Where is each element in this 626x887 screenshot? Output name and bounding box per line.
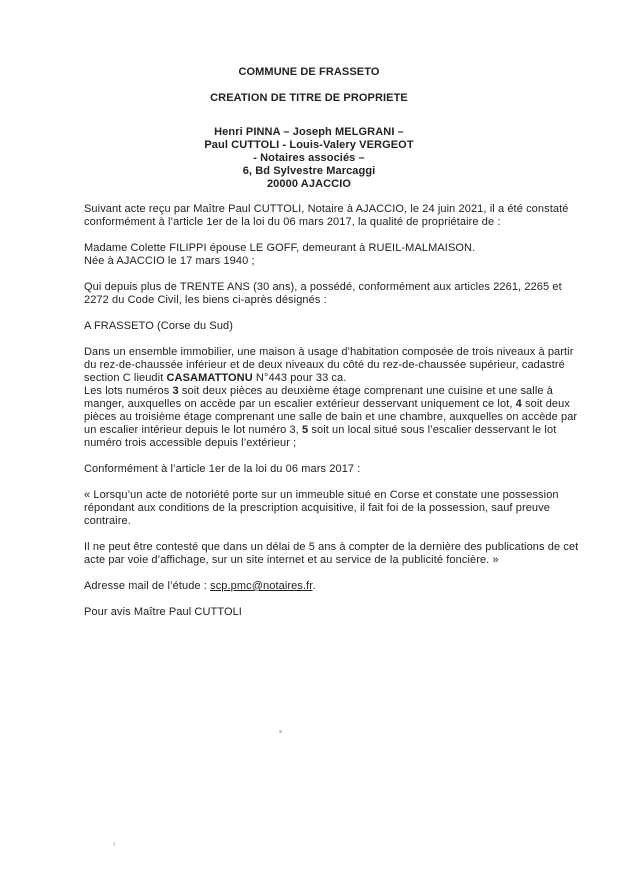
text-line [84, 398, 578, 411]
paragraph [84, 242, 578, 268]
emphasized-text: 3 [172, 385, 179, 397]
text-line [84, 463, 578, 476]
text-line [84, 359, 578, 372]
text-line [84, 606, 578, 619]
text-segment: « Lorsqu’un acte de notoriété porte sur un immeuble situé en Corse et constate une possession [84, 489, 559, 501]
text-segment: Née à AJACCIO le 17 mars 1940 ; [84, 255, 255, 267]
text-segment: soit un local situé sous l’escalier desservant le lot [308, 424, 557, 436]
text-line [84, 541, 578, 554]
notary-association-line: - Notaires associés – [253, 152, 365, 164]
text-segment: Qui depuis plus de TRENTE ANS (30 ans), a possédé, conformément aux articles 2261, 2265 et [84, 281, 562, 293]
paragraph [84, 489, 578, 528]
paragraph [84, 541, 578, 567]
text-segment: Dans un ensemble immobilier, une maison à usage d’habitation composée de trois niveaux à partir [84, 346, 574, 358]
emphasized-text: 4 [515, 398, 522, 410]
text-line [84, 411, 578, 424]
text-segment: soit deux [521, 398, 570, 410]
text-segment: section C lieudit [84, 372, 167, 384]
commune-title: COMMUNE DE FRASSETO [238, 66, 380, 78]
notary-names-line-2: Paul CUTTOLI - Louis-Valery VERGEOT [204, 139, 414, 151]
text-segment: Il ne peut être contesté que dans un délai de 5 ans à compter de la dernière des publications de cet [84, 541, 579, 553]
text-segment: A FRASSETO (Corse du Sud) [84, 320, 234, 332]
text-segment: soit deux pièces au deuxième étage comprenant une cuisine et une salle à [178, 385, 553, 397]
text-line [84, 346, 578, 359]
text-segment: . [312, 580, 316, 592]
text-segment: conformément à l’article 1er de la loi du 06 mars 2017, la qualité de propriétaire de : [84, 216, 501, 228]
text-line [84, 255, 578, 268]
emphasized-text: 5 [302, 424, 309, 436]
paragraph [84, 606, 578, 619]
text-line [84, 385, 578, 398]
text-segment: répondant aux conditions de la prescription acquisitive, il fait foi de la possession, sauf preuve [84, 502, 550, 514]
text-segment: pièces au troisième étage comprenant une salle de bain et une chambre, auxquelles on accède par [84, 411, 578, 423]
emphasized-text: CASAMATTONU [166, 372, 253, 384]
text-segment: numéro trois accessible depuis l’extérieur ; [84, 437, 297, 449]
text-line [84, 372, 578, 385]
paragraph [84, 346, 578, 450]
text-line [84, 216, 578, 229]
text-segment: Madame Colette FILIPPI épouse LE GOFF, demeurant à RUEIL-MALMAISON. [84, 242, 476, 254]
text-segment: manger, auxquelles on accède par un escalier extérieur desservant uniquement ce lot, [84, 398, 516, 410]
text-line [84, 424, 578, 437]
text-segment: Suivant acte reçu par Maître Paul CUTTOLI, Notaire à AJACCIO, le 24 juin 2021, il a été constaté [84, 203, 569, 215]
text-line [84, 515, 578, 528]
text-segment: N°443 pour 33 ca. [252, 372, 347, 384]
text-segment: Pour avis Maître Paul CUTTOLI [84, 606, 242, 618]
text-segment: Les lots numéros [84, 385, 173, 397]
email-address: scp.pmc@notaires.fr [210, 580, 313, 592]
paragraph [84, 463, 578, 476]
text-line [84, 320, 578, 333]
text-segment: contraire. [84, 515, 131, 527]
paragraph [84, 203, 578, 229]
text-line [84, 554, 578, 567]
text-segment: un escalier intérieur depuis le lot numéro 3, [84, 424, 302, 436]
notary-block [0, 126, 618, 191]
document-body [84, 203, 578, 632]
scan-artifact [113, 842, 115, 846]
notary-names-line-1: Henri PINNA – Joseph MELGRANI – [214, 126, 404, 138]
text-line [84, 294, 578, 307]
document-header [0, 66, 618, 191]
notary-street-address: 6, Bd Sylvestre Marcaggi [242, 165, 376, 177]
text-line [84, 242, 578, 255]
text-line [84, 502, 578, 515]
notary-city-address: 20000 AJACCIO [266, 178, 352, 190]
text-line [84, 437, 578, 450]
text-segment: acte par voie d’affichage, sur un site internet et au service de la publicité foncière. » [84, 554, 499, 566]
text-segment: 2272 du Code Civil, les biens ci-après désignés : [84, 294, 327, 306]
scan-artifact [279, 730, 282, 733]
text-segment: Conformément à l’article 1er de la loi du 06 mars 2017 : [84, 463, 361, 475]
document-title: CREATION DE TITRE DE PROPRIETE [210, 92, 408, 104]
text-line [84, 489, 578, 502]
text-segment: du rez-de-chaussée inférieur et de deux niveaux du côté du rez-de-chaussée supérieur, cadastré [84, 359, 565, 371]
text-segment: Adresse mail de l’étude : [84, 580, 211, 592]
paragraph [84, 281, 578, 307]
paragraph [84, 320, 578, 333]
text-line [84, 281, 578, 294]
paragraph [84, 580, 578, 593]
text-line [84, 203, 578, 216]
text-line [84, 580, 578, 593]
